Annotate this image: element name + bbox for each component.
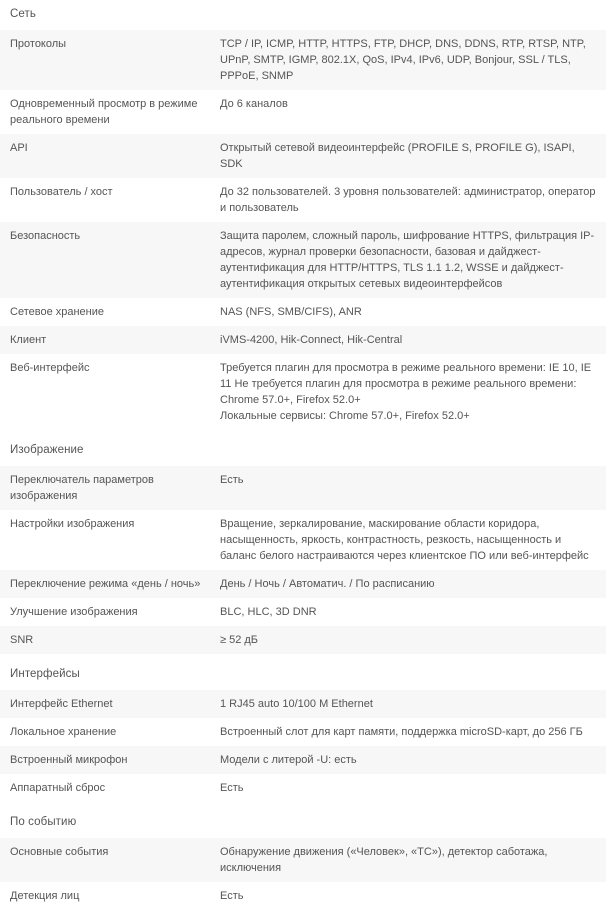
spec-value-line: День / Ночь / Автоматич. / По расписанию <box>220 578 435 590</box>
table-row <box>0 178 606 222</box>
spec-label: Пользователь / хост <box>10 186 113 198</box>
section-title: Интерфейсы <box>10 668 80 680</box>
spec-label: Встроенный микрофон <box>10 754 128 766</box>
spec-value-line: TCP / IP, ICMP, HTTP, HTTPS, FTP, DHCP, DNS, DDNS, RTP, RTSP, NTP, UPnP, SMTP, IGMP, 802.1X, QoS, IPv4, IPv6, UDP, Bonjour, SSL / TLS, PPPoE, SNMP <box>220 38 586 82</box>
spec-table <box>0 838 606 910</box>
spec-value <box>212 326 606 354</box>
spec-value <box>212 298 606 326</box>
table-row <box>0 510 606 570</box>
spec-value-line: Есть <box>220 474 244 486</box>
spec-value <box>212 466 606 510</box>
spec-label: Улучшение изображения <box>10 606 138 618</box>
table-row <box>0 298 606 326</box>
spec-table <box>0 690 606 802</box>
spec-value-line: Требуется плагин для просмотра в режиме реального времени: IE 10, IE 11 Не требуется плагин для просмотра в режиме реального времени: Chrome 57.0+, Firefox 52.0+ <box>220 362 592 406</box>
spec-section <box>0 808 606 910</box>
spec-label: API <box>10 142 28 154</box>
spec-value-line: Вращение, зеркалирование, маскирование области коридора, насыщенность, яркость, контрастность, резкость, насыщенность и баланс белого настраиваются через клиентское ПО или веб-интерфейс <box>220 518 589 562</box>
spec-value <box>212 570 606 598</box>
section-gap <box>0 910 606 916</box>
spec-value <box>212 510 606 570</box>
spec-label: Клиент <box>10 334 47 346</box>
spec-label: Переключатель параметров изображения <box>10 474 154 502</box>
spec-value <box>212 882 606 910</box>
table-row <box>0 626 606 654</box>
section-title: По событию <box>10 816 77 828</box>
section-title: Сеть <box>10 8 36 20</box>
spec-value-line: NAS (NFS, SMB/CIFS), ANR <box>220 306 362 318</box>
table-row <box>0 222 606 298</box>
table-row <box>0 718 606 746</box>
spec-value-line: Защита паролем, сложный пароль, шифрование HTTPS, фильтрация IP-адресов, журнал проверки безопасности, базовая и дайджест-аутентификация для HTTP/HTTPS, TLS 1.1 1.2, WSSE и дайджест-аутентификация открытых сетевых видеоинтерфейсов <box>220 230 595 290</box>
spec-value <box>212 90 606 134</box>
spec-table <box>0 30 606 430</box>
spec-label: Одновременный просмотр в режиме реального времени <box>10 98 198 126</box>
spec-value <box>212 598 606 626</box>
spec-label: Переключение режима «день / ночь» <box>10 578 201 590</box>
spec-value <box>212 838 606 882</box>
spec-value-line: Есть <box>220 890 244 902</box>
table-row <box>0 838 606 882</box>
spec-value <box>212 134 606 178</box>
table-row <box>0 570 606 598</box>
spec-label: Локальное хранение <box>10 726 117 738</box>
spec-value-line: До 6 каналов <box>220 98 288 110</box>
spec-value <box>212 354 606 430</box>
table-row <box>0 90 606 134</box>
spec-label: Детекция лиц <box>10 890 80 902</box>
table-row <box>0 30 606 90</box>
spec-value <box>212 746 606 774</box>
spec-label: SNR <box>10 634 34 646</box>
table-row <box>0 466 606 510</box>
spec-value <box>212 690 606 718</box>
table-row <box>0 134 606 178</box>
spec-table <box>0 466 606 654</box>
spec-value-line: Модели с литерой -U: есть <box>220 754 357 766</box>
spec-label: Аппаратный сброс <box>10 782 106 794</box>
table-row <box>0 598 606 626</box>
spec-value-line: Локальные сервисы: Chrome 57.0+, Firefox 52.0+ <box>220 410 470 422</box>
spec-value <box>212 626 606 654</box>
table-row <box>0 354 606 430</box>
spec-value-line: Встроенный слот для карт памяти, поддержка microSD-карт, до 256 ГБ <box>220 726 583 738</box>
spec-label: Сетевое хранение <box>10 306 105 318</box>
spec-label: Основные события <box>10 846 109 858</box>
section-title: Изображение <box>10 444 84 456</box>
spec-label: Протоколы <box>10 38 67 50</box>
spec-value-line: BLC, HLC, 3D DNR <box>220 606 317 618</box>
spec-value-line: До 32 пользователей. 3 уровня пользователей: администратор, оператор и пользователь <box>220 186 596 214</box>
spec-label: Веб-интерфейс <box>10 362 90 374</box>
spec-section <box>0 660 606 802</box>
spec-value <box>212 178 606 222</box>
table-row <box>0 882 606 910</box>
spec-value-line: Открытый сетевой видеоинтерфейс (PROFILE S, PROFILE G), ISAPI, SDK <box>220 142 575 170</box>
spec-value <box>212 774 606 802</box>
spec-value-line: iVMS-4200, Hik-Connect, Hik-Central <box>220 334 403 346</box>
table-row <box>0 774 606 802</box>
spec-label: Безопасность <box>10 230 81 242</box>
spec-value <box>212 222 606 298</box>
table-row <box>0 690 606 718</box>
spec-value <box>212 718 606 746</box>
spec-section <box>0 436 606 654</box>
spec-value-line: ≥ 52 дБ <box>220 634 259 646</box>
spec-value-line: Обнаружение движения («Человек», «ТС»), детектор саботажа, исключения <box>220 846 548 874</box>
spec-label: Интерфейс Ethernet <box>10 698 113 710</box>
spec-value-line: 1 RJ45 auto 10/100 M Ethernet <box>220 698 373 710</box>
spec-value-line: Есть <box>220 782 244 794</box>
table-row <box>0 326 606 354</box>
table-row <box>0 746 606 774</box>
spec-value <box>212 30 606 90</box>
spec-section <box>0 0 606 430</box>
spec-label: Настройки изображения <box>10 518 135 530</box>
